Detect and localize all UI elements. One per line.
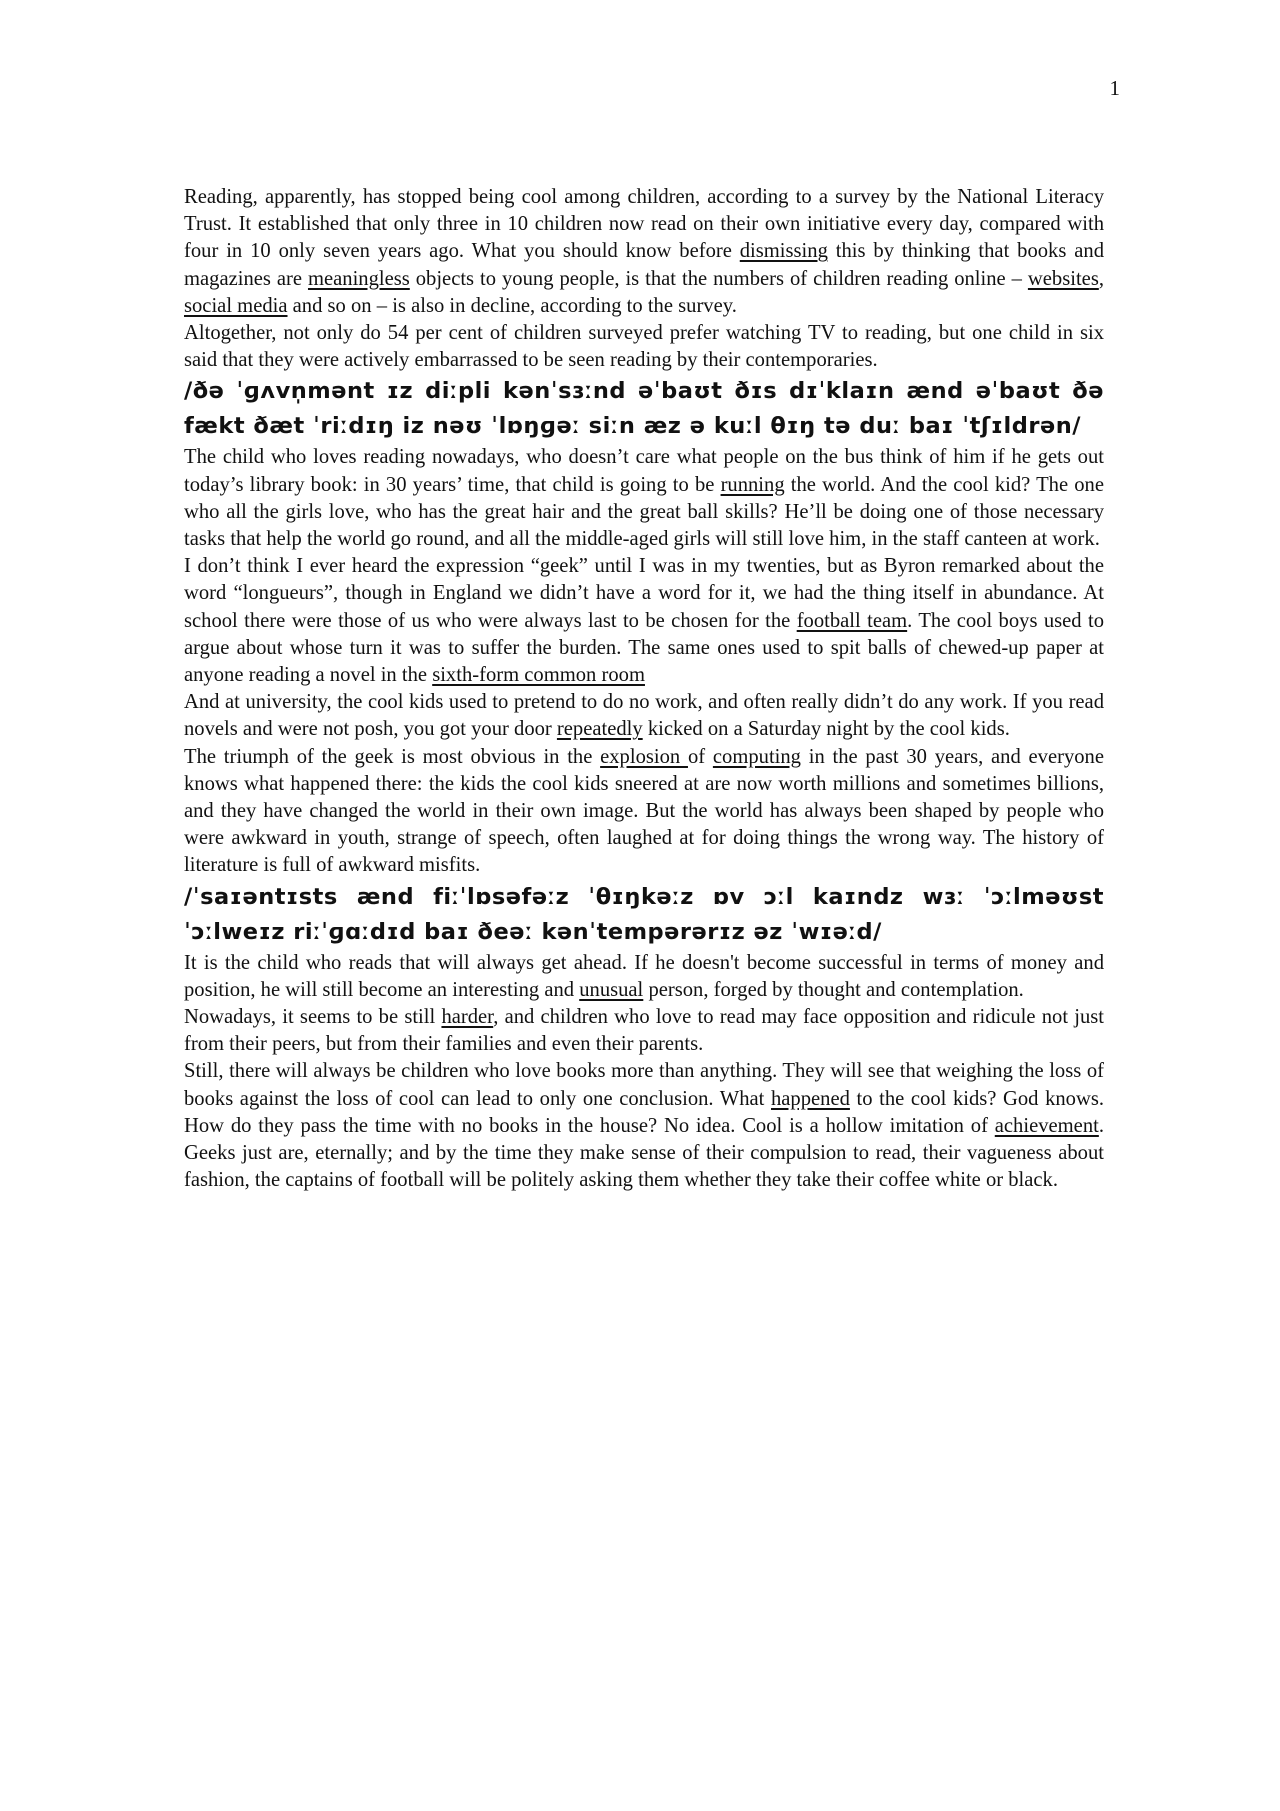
underlined-word: repeatedly — [556, 718, 643, 741]
paragraph-3: The child who loves reading nowadays, who doesn’t care what people on the bus think of him if he gets out today’s library book: in 30 years’ time, that child is going to be running the world. And the cool kid? The one who all the girls love, who has the great hair and the great ball skills? He’ll be doing one of those necessary tasks that help the world go round, and all the middle-aged girls will still love him, in the staff canteen at work. — [184, 446, 1104, 551]
paragraph-5: And at university, the cool kids used to pretend to do no work, and often really didn’t do any work. If you read novels and were not posh, you got your door repeatedly kicked on a Saturday night by the cool kids. — [184, 691, 1104, 741]
paragraph-9: Still, there will always be children who love books more than anything. They will see that weighing the loss of books against the loss of cool can lead to only one conclusion. What happened to the cool kids? God knows. How do they pass the time with no books in the house? No idea. Cool is a hollow imitation of achievement. Geeks just are, eternally; and by the time they make sense of their compulsion to read, their vagueness about fashion, the captains of football will be politely asking them whether they take their coffee white or black. — [184, 1060, 1105, 1192]
underlined-word: running — [720, 473, 785, 496]
underlined-word: websites — [1027, 267, 1099, 290]
phonetic-transcription-2: /ˈsaɪəntɪsts ænd fiːˈlɒsəfəːz ˈθɪŋkəːz ɒv ɔːl kaɪndz wɜː ˈɔːlməʊst ˈɔːlweɪz riːˈɡɑːdɪd baɪ ðeəː kənˈtempərərɪz əz ˈwɪəːd/ — [184, 883, 1104, 945]
underlined-word: dismissing — [739, 240, 828, 263]
paragraph-2: Altogether, not only do 54 per cent of children surveyed prefer watching TV to reading, but one child in six said that they were actively embarrassed to be seen reading by their contemporaries. — [184, 322, 1104, 372]
underlined-word: unusual — [579, 978, 644, 1001]
page-number: 1 — [1109, 76, 1120, 100]
paragraph-4: I don’t think I ever heard the expression “geek” until I was in my twenties, but as Byron remarked about the word “longueurs”, though in England we didn’t have a word for it, we had the thing itself in abundance. At school there were those of us who were always last to be chosen for the football team. The cool boys used to argue about whose turn it was to suffer the burden. The same ones used to spit balls of chewed-up paper at anyone reading a novel in the sixth-form common room — [184, 555, 1104, 687]
underlined-word: harder — [441, 1006, 494, 1029]
paragraph-8: Nowadays, it seems to be still harder, and children who love to read may face opposition and ridicule not just from their peers, but from their families and even their parents. — [184, 1006, 1104, 1056]
paragraph-6: The triumph of the geek is most obvious in the explosion of computing in the past 30 years, and everyone knows what happened there: the kids the cool kids sneered at are now worth millions and sometimes billions, and they have changed the world in their own image. But the world has always been shaped by people who were awkward in youth, strange of speech, often laughed at for doing things the wrong way. The history of literature is full of awkward misfits. — [184, 745, 1104, 877]
underlined-word: computing — [712, 745, 801, 768]
underlined-word: achievement — [994, 1114, 1099, 1137]
document-body — [184, 184, 1104, 1195]
underlined-word: happened — [771, 1087, 850, 1110]
underlined-word: explosion — [600, 745, 688, 768]
underlined-word: sixth-form common room — [432, 664, 645, 687]
paragraph-7: It is the child who reads that will always get ahead. If he doesn't become successful in terms of money and position, he will still become an interesting and unusual person, forged by thought and contemplation. — [184, 951, 1104, 1001]
underlined-word: social media — [184, 294, 288, 317]
underlined-word: football team — [796, 609, 908, 632]
phonetic-transcription-1: /ðə ˈɡʌvn̩mənt ɪz diːpli kənˈsɜːnd əˈbaʊt ðɪs dɪˈklaɪn ænd əˈbaʊt ðə fækt ðæt ˈriːdɪŋ iz nəʊ ˈlɒŋɡəː siːn æz ə kuːl θɪŋ tə duː baɪ ˈtʃɪldrən/ — [184, 378, 1104, 440]
paragraph-1: Reading, apparently, has stopped being cool among children, according to a survey by the National Literacy Trust. It established that only three in 10 children now read on their own initiative every day, compared with four in 10 only seven years ago. What you should know before dismissing this by thinking that books and magazines are meaningless objects to young people, is that the numbers of children reading online – websites, social media and so on – is also in decline, according to the survey. — [184, 186, 1104, 317]
underlined-word: meaningless — [307, 267, 410, 290]
